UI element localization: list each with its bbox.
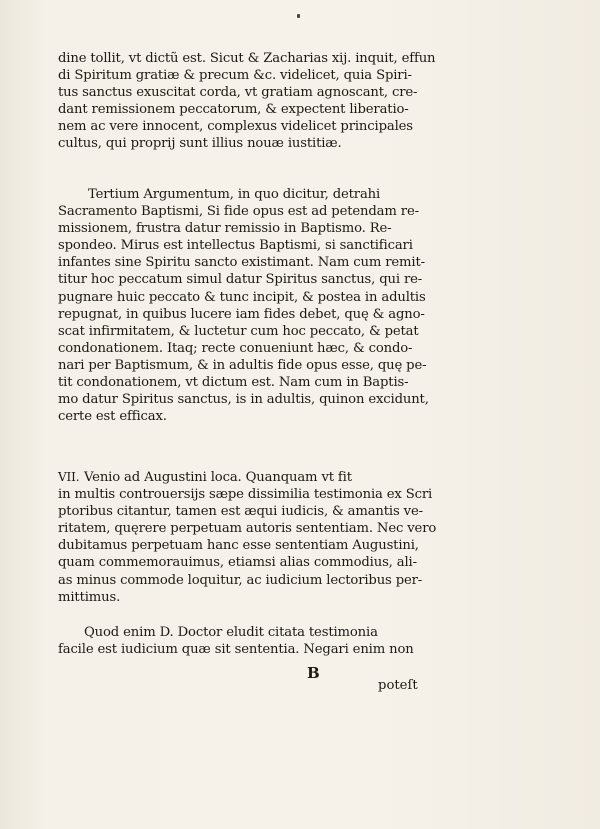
text-line: dubitamus perpetuam hanc esse sententiam Augustini,: [58, 538, 419, 554]
text-line: Tertium Argumentum, in quo dicitur, detrahi: [88, 187, 381, 202]
text-line: repugnat, in quibus lucere iam fides debet, quę & agno-: [58, 306, 425, 322]
catchword: poteſt: [378, 678, 418, 693]
text-line: mittimus.: [58, 589, 121, 605]
text-line: as minus commode loquitur, ac iudicium lectoribus per-: [58, 572, 423, 588]
text-line: tus sanctus exuscitat corda, vt gratiam agnoscant, cre-: [58, 85, 418, 101]
text-line: tit condonationem, vt dictum est. Nam cum in Baptis-: [58, 375, 409, 391]
paragraph-continuation: [58, 50, 438, 153]
text-line: condonationem. Itaq; recte conueniunt hæc, & condo-: [58, 340, 413, 356]
paragraph-third-argument: [58, 186, 438, 425]
text-line: di Spiritum gratiæ & precum &c. videlicet, quia Spiri-: [58, 68, 412, 84]
text-line: mo datur Spiritus sanctus, is in adultis, quinon excidunt,: [58, 392, 429, 408]
signature-mark: B: [307, 664, 320, 682]
text-line: certe est efficax.: [58, 409, 167, 425]
text-line: dine tollit, vt dictũ est. Sicut & Zacharias xij. inquit, effun: [58, 51, 436, 66]
text-line: facile est iudicium quæ sit sententia. Negari enim non: [58, 642, 414, 658]
text-line: pugnare huic peccato & tunc incipit, & postea in adultis: [58, 289, 426, 305]
text-line: ritatem, quęrere perpetuam autoris sententiam. Nec vero: [58, 521, 437, 537]
text-line: ptoribus citantur, tamen est æqui iudicis, & amantis ve-: [58, 504, 423, 520]
text-line: in multis controuersijs sæpe dissimilia testimonia ex Scri: [58, 487, 433, 503]
text-line: nari per Baptismum, & in adultis fide opus esse, quę pe-: [58, 357, 427, 373]
ink-speck: [297, 14, 300, 18]
text-line: infantes sine Spiritu sancto existimant. Nam cum remit-: [58, 255, 425, 271]
text-line-content: Venio ad Augustini loca. Quanquam vt fit: [84, 470, 352, 485]
text-line: quam commemorauimus, etiamsi alias commodius, ali-: [58, 555, 417, 571]
text-line: missionem, frustra datur remissio in Baptismo. Re-: [58, 221, 392, 237]
text-line: spondeo. Mirus est intellectus Baptismi, si sanctificari: [58, 238, 413, 254]
text-line: dant remissionem peccatorum, & expectent liberatio-: [58, 102, 409, 118]
text-line: Sacramento Baptismi, Si fide opus est ad petendam re-: [58, 204, 419, 220]
text-line: Quod enim D. Doctor eludit citata testimonia: [84, 625, 378, 640]
text-line: nem ac vere innocent, complexus videlicet principales: [58, 119, 413, 135]
section-number: VII.: [58, 470, 80, 484]
paragraph-doctor: [58, 624, 438, 658]
text-line: scat infirmitatem, & luctetur cum hoc peccato, & petat: [58, 323, 419, 339]
text-line: titur hoc peccatum simul datur Spiritus sanctus, qui re-: [58, 272, 423, 288]
text-line: [58, 469, 438, 486]
paragraph-augustine: [58, 469, 438, 606]
text-line: cultus, qui proprij sunt illius nouæ iustitiæ.: [58, 136, 342, 152]
